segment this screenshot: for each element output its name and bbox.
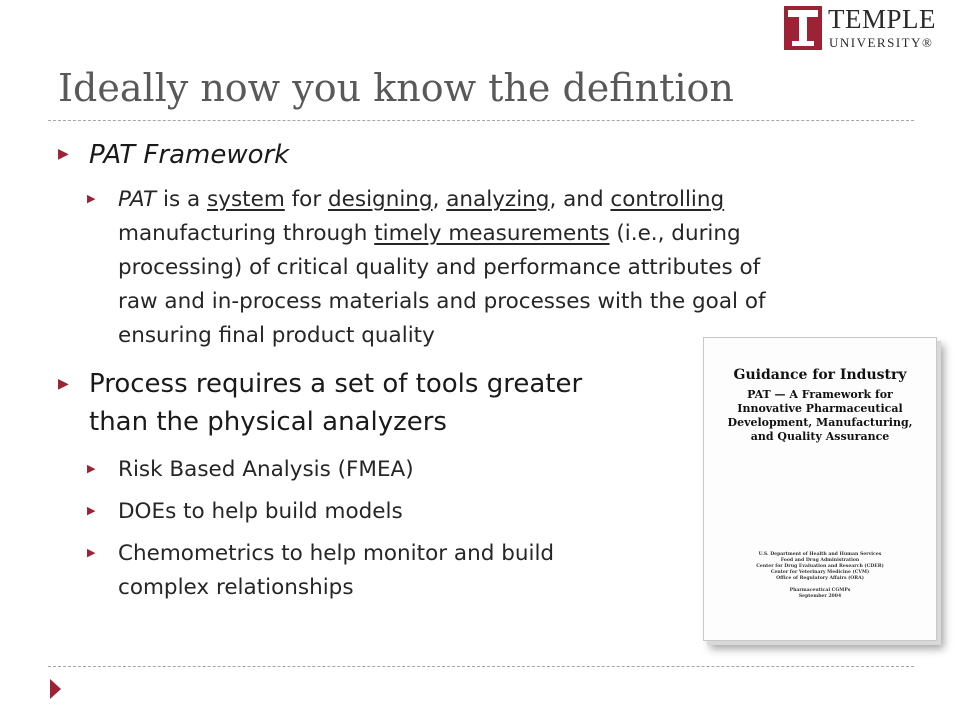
guidance-document-image (703, 337, 937, 641)
document-agency-line: Office of Regulatory Affairs (ORA) (776, 576, 864, 581)
section2-heading-line-2: than the physical analyzers (89, 407, 447, 437)
term-analyzing: analyzing (446, 187, 550, 212)
document-agency-line: Center for Drug Evaluation and Research (CDER) (756, 564, 884, 569)
document-footer-line: Pharmaceutical CGMPs (789, 588, 851, 593)
document-agency-line: U.S. Department of Health and Human Services (758, 552, 882, 557)
list-item-continuation: complex relationships (118, 575, 354, 600)
pat-definition-line-5: ensuring final product quality (118, 323, 435, 348)
title-divider (48, 120, 914, 121)
document-agency-block (704, 552, 936, 582)
term-controlling: controlling (610, 187, 725, 212)
sub-bullet-arrow-icon: ▶ (87, 462, 96, 475)
document-agency-line: Food and Drug Administration (780, 558, 860, 563)
bullet-arrow-icon: ▶ (58, 146, 69, 162)
section1-heading: PAT Framework (89, 140, 290, 170)
sub-bullet-arrow-icon: ▶ (87, 504, 96, 517)
list-item: Risk Based Analysis (FMEA) (118, 457, 414, 482)
text-fragment: for (284, 187, 328, 212)
footer-arrow-icon (50, 679, 61, 699)
text-fragment: is a (156, 187, 208, 212)
text-fragment: , (432, 187, 447, 212)
document-subtitle-line: Innovative Pharmaceutical (737, 402, 903, 415)
text-fragment: (i.e., during (609, 221, 741, 246)
document-footer-line: September 2004 (798, 594, 842, 599)
document-subtitle-line: Development, Manufacturing, (727, 416, 913, 429)
sub-bullet-arrow-icon: ▶ (87, 192, 96, 205)
term-system: system (207, 187, 285, 212)
document-subtitle-line: PAT — A Framework for (747, 388, 893, 401)
bullet-arrow-icon: ▶ (58, 376, 69, 392)
document-title: Guidance for Industry (733, 367, 907, 383)
text-fragment: , and (549, 187, 611, 212)
sub-bullet-arrow-icon: ▶ (87, 546, 96, 559)
text-fragment: manufacturing through (118, 221, 375, 246)
temple-t-icon (784, 6, 822, 50)
pat-definition-line-4: raw and in-process materials and processes with the goal of (118, 289, 766, 314)
slide-title: Ideally now you know the defintion (58, 66, 734, 110)
list-item: DOEs to help build models (118, 499, 403, 524)
term-timely-measurements: timely measurements (374, 221, 610, 246)
pat-definition-line-1 (118, 183, 724, 217)
document-footer-block (704, 588, 936, 600)
temple-university-logo (784, 6, 944, 52)
section2-heading-line-1: Process requires a set of tools greater (89, 369, 583, 399)
footer-divider (48, 666, 914, 667)
document-subtitle-line: and Quality Assurance (750, 430, 890, 443)
pat-term: PAT (118, 187, 157, 212)
logo-word-university: UNIVERSITY® (829, 35, 934, 50)
term-designing: designing (328, 187, 433, 212)
document-subtitle (704, 388, 936, 444)
logo-word-temple: TEMPLE (828, 4, 936, 34)
document-agency-line: Center for Veterinary Medicine (CVM) (770, 570, 870, 575)
list-item: Chemometrics to help monitor and build (118, 541, 555, 566)
pat-definition-line-3: processing) of critical quality and performance attributes of (118, 255, 761, 280)
pat-definition-line-2 (118, 217, 741, 251)
